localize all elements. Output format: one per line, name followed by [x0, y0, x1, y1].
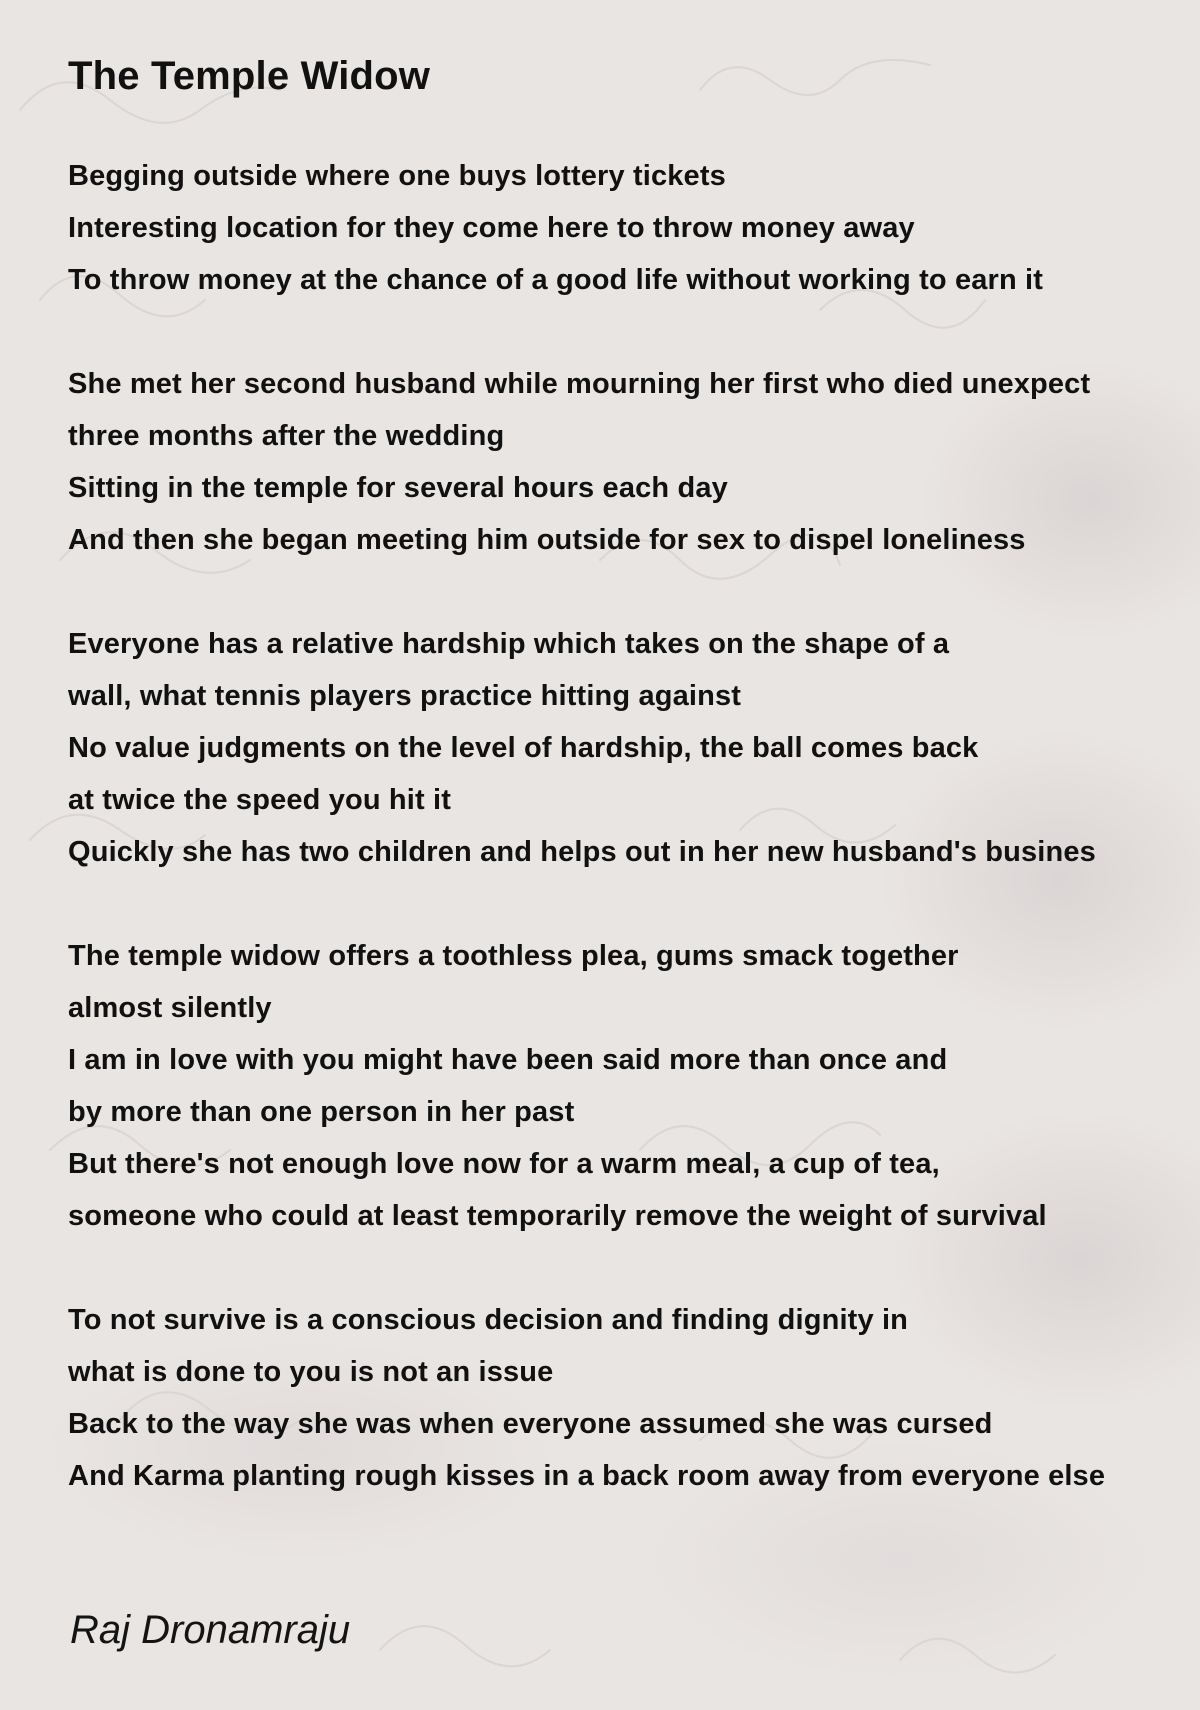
poem-line: what is done to you is not an issue	[68, 1356, 554, 1388]
poem-line: Begging outside where one buys lottery tickets	[68, 160, 726, 192]
poem-line: Sitting in the temple for several hours each day	[68, 472, 728, 504]
poem-line: And then she began meeting him outside for sex to dispel loneliness	[68, 524, 1026, 556]
poem-line: Quickly she has two children and helps out in her new husband's busines	[68, 836, 1096, 868]
poem-line: Interesting location for they come here to throw money away	[68, 212, 915, 244]
stanza	[68, 930, 1200, 1242]
poem-title: The Temple Widow	[68, 54, 431, 98]
stanza	[68, 1294, 1200, 1502]
poem-line: She met her second husband while mourning her first who died unexpect	[68, 368, 1091, 400]
poem-line: But there's not enough love now for a warm meal, a cup of tea,	[68, 1148, 940, 1180]
poem-body	[68, 150, 1200, 1554]
stanza	[68, 150, 1200, 306]
poem-line: No value judgments on the level of hardship, the ball comes back	[68, 732, 979, 764]
poem-line: I am in love with you might have been said more than once and	[68, 1044, 948, 1076]
poem-line: And Karma planting rough kisses in a back room away from everyone else	[68, 1460, 1106, 1492]
stanza	[68, 618, 1200, 878]
stanza	[68, 358, 1200, 566]
poem-line: To throw money at the chance of a good life without working to earn it	[68, 264, 1044, 296]
poem-line: by more than one person in her past	[68, 1096, 575, 1128]
poem-line: Everyone has a relative hardship which takes on the shape of a	[68, 628, 950, 660]
poem-author: Raj Dronamraju	[70, 1608, 351, 1652]
poem-line: at twice the speed you hit it	[68, 784, 452, 816]
poem-line: Back to the way she was when everyone assumed she was cursed	[68, 1408, 993, 1440]
poem-line: wall, what tennis players practice hitting against	[68, 680, 742, 712]
poem-line: To not survive is a conscious decision and finding dignity in	[68, 1304, 909, 1336]
poem-line: The temple widow offers a toothless plea, gums smack together	[68, 940, 959, 972]
poem-line: three months after the wedding	[68, 420, 505, 452]
poem-line: someone who could at least temporarily remove the weight of survival	[68, 1200, 1047, 1232]
poem-line: almost silently	[68, 992, 272, 1024]
